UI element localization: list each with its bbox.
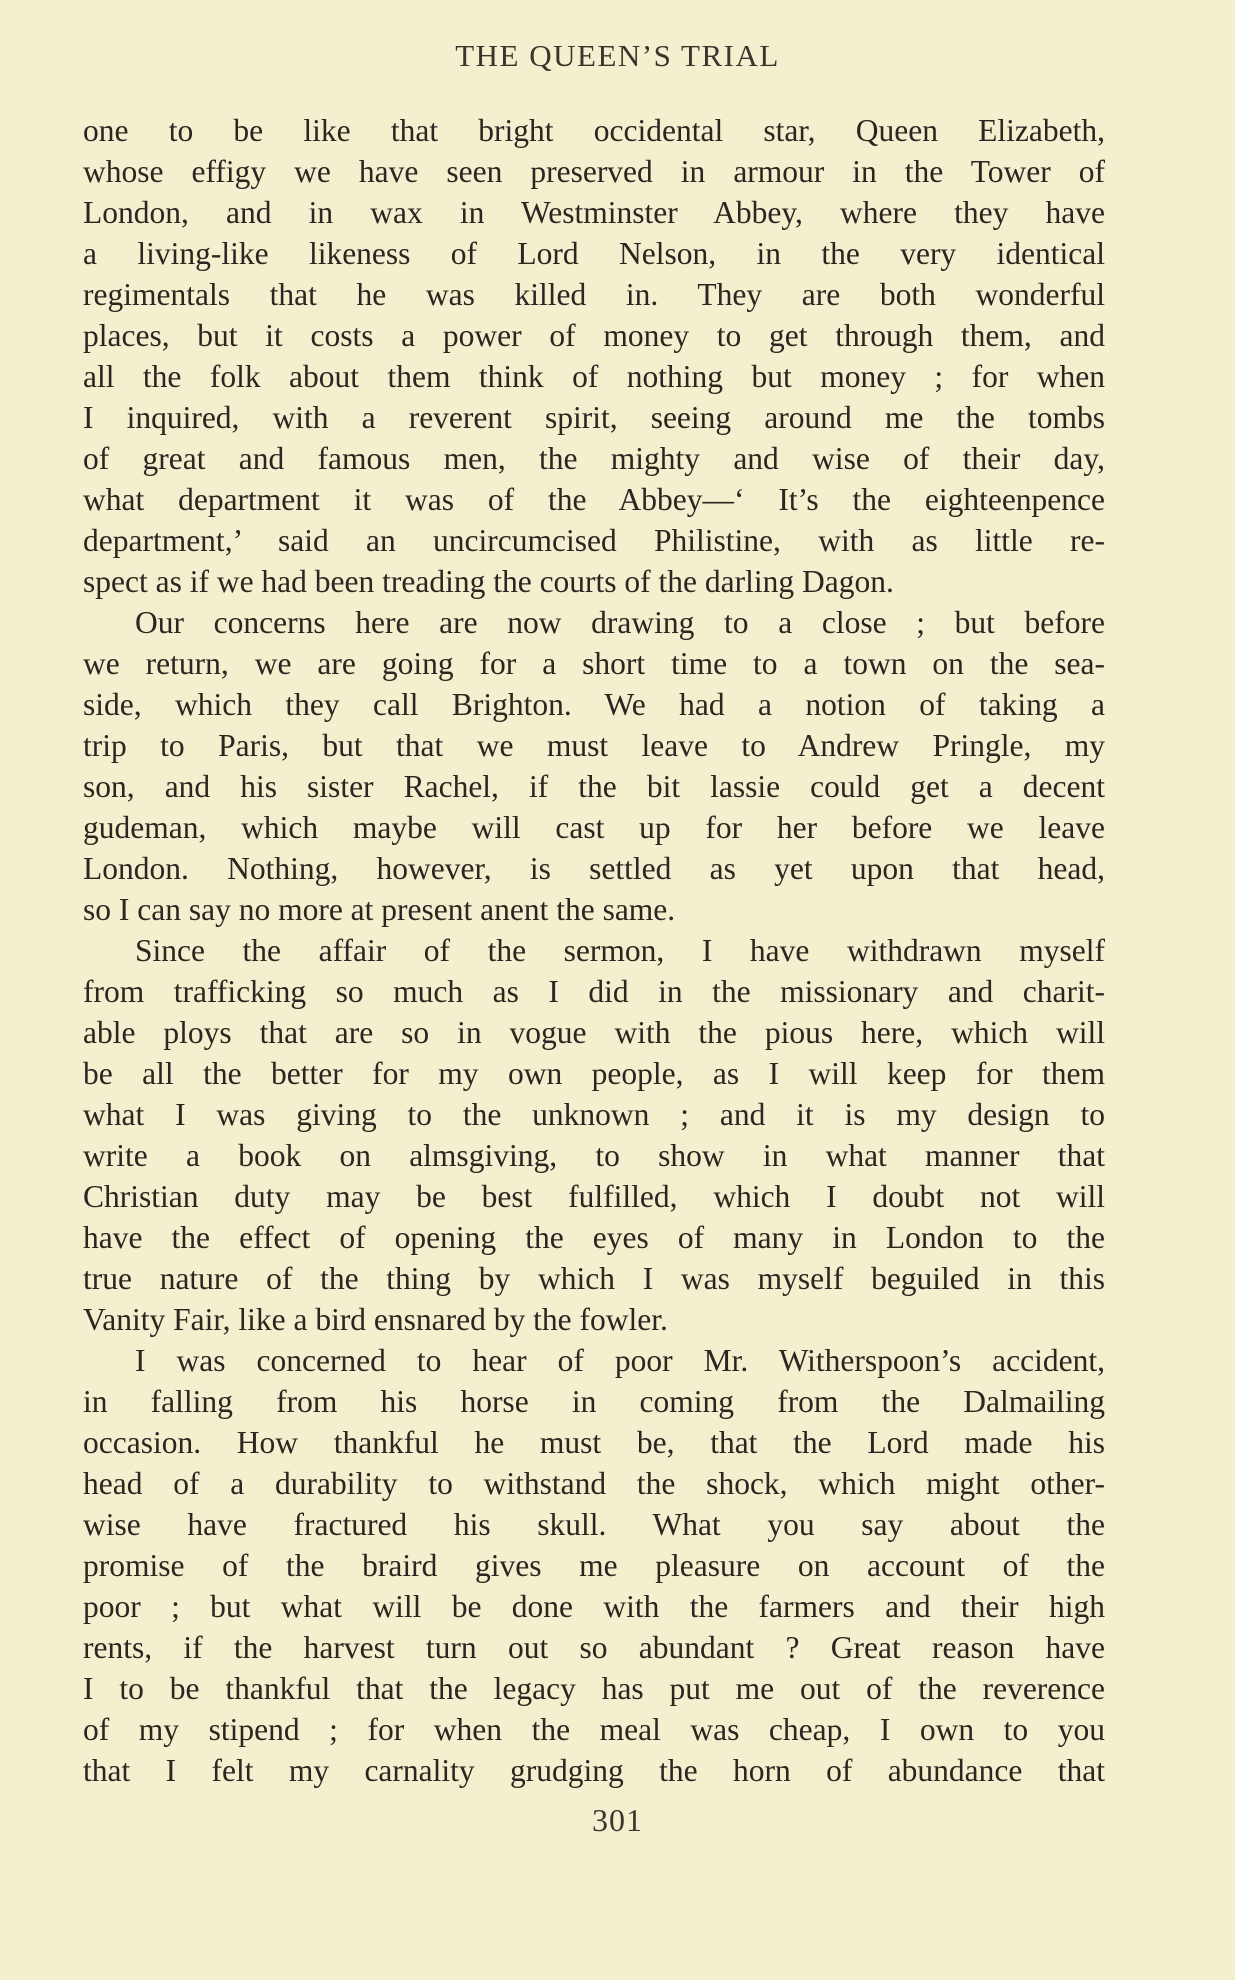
text-line: London, and in wax in Westminster Abbey, where they have [83, 195, 1105, 230]
text-line: write a book on almsgiving, to show in what manner that [83, 1138, 1105, 1173]
text-line: true nature of the thing by which I was myself beguiled in this [83, 1261, 1105, 1296]
text-line: be all the better for my own people, as I will keep for them [83, 1056, 1105, 1091]
text-line: Since the affair of the sermon, I have withdrawn myself [135, 933, 1105, 968]
text-line: whose effigy we have seen preserved in armour in the Tower of [83, 154, 1105, 189]
text-line: what department it was of the Abbey—‘ It’s the eighteenpence [83, 482, 1105, 517]
running-title: THE QUEEN’S TRIAL [455, 38, 780, 73]
page-number: 301 [592, 1802, 643, 1838]
text-line: a living-like likeness of Lord Nelson, in the very identical [83, 236, 1105, 271]
text-line: so I can say no more at present anent the same. [83, 892, 676, 927]
text-line: of my stipend ; for when the meal was cheap, I own to you [83, 1712, 1105, 1747]
text-line: I inquired, with a reverent spirit, seeing around me the tombs [83, 400, 1105, 435]
text-line: Our concerns here are now drawing to a close ; but before [135, 605, 1105, 640]
text-line: wise have fractured his skull. What you say about the [83, 1507, 1105, 1542]
text-line: London. Nothing, however, is settled as yet upon that head, [83, 851, 1105, 886]
text-line: trip to Paris, but that we must leave to Andrew Pringle, my [83, 728, 1105, 763]
body-text [83, 110, 1105, 1791]
text-line: of great and famous men, the mighty and wise of their day, [83, 441, 1105, 476]
text-line: that I felt my carnality grudging the horn of abundance that [83, 1753, 1105, 1788]
text-line: gudeman, which maybe will cast up for her before we leave [83, 810, 1105, 845]
text-line: regimentals that he was killed in. They are both wonderful [83, 277, 1105, 312]
text-line: Christian duty may be best fulfilled, which I doubt not will [83, 1179, 1105, 1214]
text-line: son, and his sister Rachel, if the bit lassie could get a decent [83, 769, 1105, 804]
text-line: places, but it costs a power of money to get through them, and [83, 318, 1105, 353]
text-line: from trafficking so much as I did in the missionary and charit- [83, 974, 1105, 1009]
text-line: all the folk about them think of nothing but money ; for when [83, 359, 1105, 394]
text-line: head of a durability to withstand the shock, which might other- [83, 1466, 1105, 1501]
text-line: we return, we are going for a short time to a town on the sea- [83, 646, 1105, 681]
text-line: in falling from his horse in coming from the Dalmailing [83, 1384, 1105, 1419]
text-line: poor ; but what will be done with the farmers and their high [83, 1589, 1105, 1624]
text-line: rents, if the harvest turn out so abundant ? Great reason have [83, 1630, 1105, 1665]
text-line: what I was giving to the unknown ; and it is my design to [83, 1097, 1105, 1132]
text-line: spect as if we had been treading the courts of the darling Dagon. [83, 564, 894, 599]
text-line: Vanity Fair, like a bird ensnared by the fowler. [83, 1302, 668, 1337]
text-line: occasion. How thankful he must be, that the Lord made his [83, 1425, 1105, 1460]
text-line: promise of the braird gives me pleasure on account of the [83, 1548, 1105, 1583]
text-line: one to be like that bright occidental star, Queen Elizabeth, [83, 113, 1105, 148]
text-line: I was concerned to hear of poor Mr. Witherspoon’s accident, [135, 1343, 1105, 1378]
text-line: side, which they call Brighton. We had a notion of taking a [83, 687, 1105, 722]
text-line: department,’ said an uncircumcised Philistine, with as little re- [83, 523, 1105, 558]
text-line: have the effect of opening the eyes of many in London to the [83, 1220, 1105, 1255]
text-line: I to be thankful that the legacy has put me out of the reverence [83, 1671, 1105, 1706]
text-line: able ploys that are so in vogue with the pious here, which will [83, 1015, 1105, 1050]
